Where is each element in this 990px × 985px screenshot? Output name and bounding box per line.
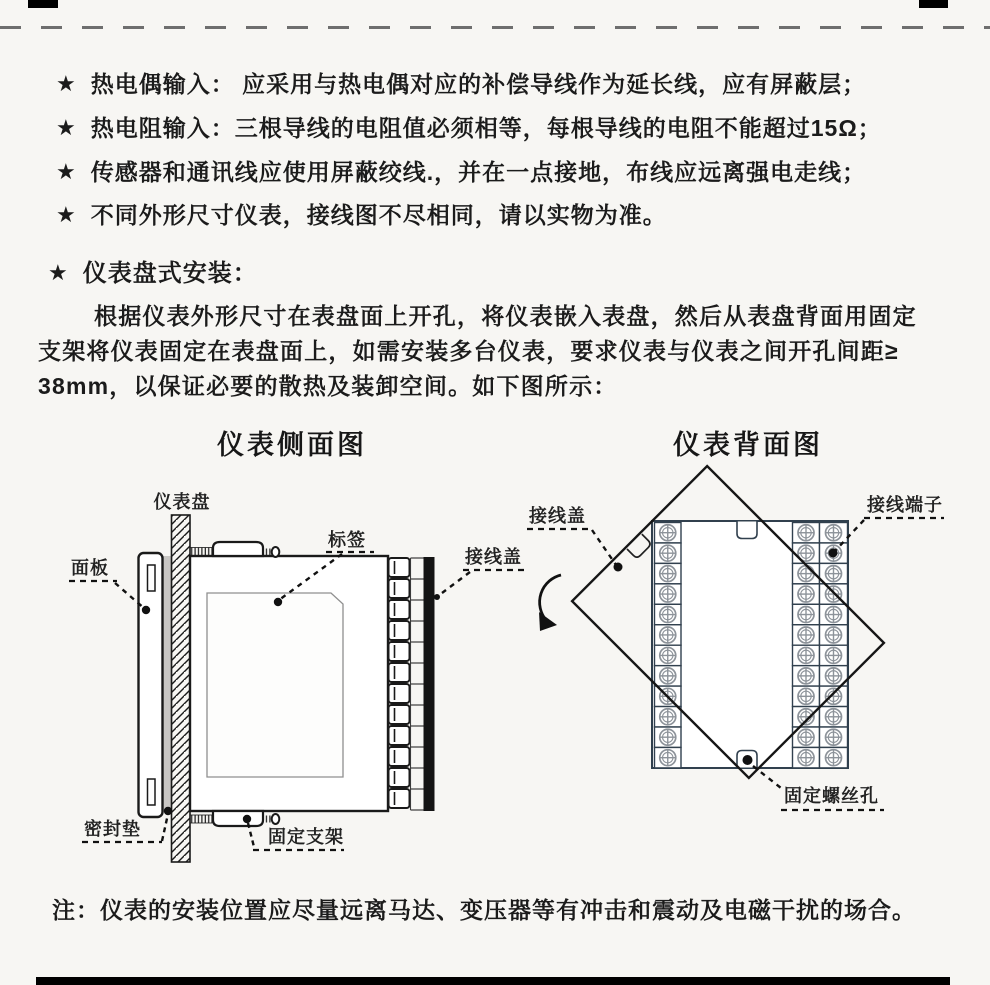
bullet-item [56, 197, 667, 230]
top-bracket [213, 542, 263, 556]
cover-label-back: 接线盖 [529, 506, 586, 526]
section-title: 仪表盘式安装： [82, 260, 258, 287]
gasket-label: 密封垫 [84, 819, 141, 839]
rear-terminal-strip [389, 558, 410, 808]
back-view-title: 仪表背面图 [673, 430, 823, 460]
bottom-bracket [213, 811, 263, 826]
star-icon: ★ [56, 159, 77, 184]
section-header [48, 253, 258, 288]
bullet-text: 不同外形尺寸仪表，接线图不尽相同，请以实物为准。 [90, 202, 667, 228]
installation-note: 注：仪表的安装位置应尽量远离马达、变压器等有冲击和震动及电磁干扰的场合。 [52, 897, 916, 923]
side-view-title: 仪表侧面图 [217, 430, 367, 460]
bottom-screw-thread [190, 815, 212, 823]
pointer-dot [274, 598, 282, 606]
tag-area [207, 593, 343, 777]
star-icon: ★ [56, 115, 77, 140]
pointer-dot [142, 606, 150, 614]
bottom-screw-thread-end [263, 816, 271, 823]
star-icon: ★ [56, 71, 77, 96]
pointer-dot [164, 807, 172, 815]
paragraph-line: 38mm，以保证必要的散热及装卸空间。如下图所示： [38, 373, 618, 399]
bullet-text: 热电阻输入：三根导线的电阻值必须相等，每根导线的电阻不能超过15Ω； [90, 115, 882, 141]
rotate-arrow-arc [540, 575, 561, 620]
bullet-item [56, 154, 866, 187]
star-icon: ★ [56, 202, 77, 227]
front-panel-label: 面板 [71, 558, 109, 578]
top-screw-tab [737, 522, 757, 539]
bullet-text: 传感器和通讯线应使用屏蔽绞线.，并在一点接地，布线应远离强电走线； [90, 159, 867, 185]
installation-diagrams [0, 420, 990, 885]
front-panel-bezel [139, 553, 163, 817]
previous-page-edge-right [919, 0, 948, 8]
bottom-screw-head [272, 814, 280, 824]
terminal-label: 接线端子 [867, 495, 943, 515]
pointer-dot [829, 549, 838, 558]
next-page-edge-bar [36, 977, 950, 985]
bracket-pointer-dot [243, 815, 251, 823]
paragraph-line: 支架将仪表固定在表盘面上，如需安装多台仪表，要求仪表与仪表之间开孔间距≥ [38, 338, 899, 364]
bullet-item [56, 110, 882, 143]
star-icon: ★ [48, 260, 69, 285]
bullet-text: 热电偶输入： 应采用与热电偶对应的补偿导线作为延长线，应有屏蔽层； [90, 71, 867, 97]
terminal-ladder-lines [411, 558, 424, 810]
cover-label-side: 接线盖 [465, 547, 522, 567]
pointer-dot [434, 594, 440, 600]
paragraph-line: 根据仪表外形尺寸在表盘面上开孔，将仪表嵌入表盘，然后从表盘背面用固定 [94, 303, 917, 329]
screw-hole-label: 固定螺丝孔 [784, 786, 879, 806]
bullet-item [56, 66, 866, 99]
top-screw-head [272, 547, 280, 557]
bracket-label: 固定支架 [268, 827, 344, 847]
panel-label: 仪表盘 [153, 492, 211, 512]
top-screw-thread-end [263, 549, 271, 556]
tag-label: 标签 [328, 530, 366, 550]
mounting-panel-hatched [172, 515, 191, 862]
leader-line [162, 814, 168, 841]
terminal-cover-bar [424, 557, 435, 811]
pointer-dot [614, 563, 623, 572]
top-screw-thread [190, 548, 212, 556]
previous-page-edge-left [28, 0, 58, 8]
fixing-screw-dot [743, 755, 753, 765]
torn-edge-dashed-line [0, 26, 990, 29]
leader-line [438, 572, 470, 596]
rotate-arrow-head [539, 612, 557, 631]
cover-screw-tab [627, 534, 652, 559]
